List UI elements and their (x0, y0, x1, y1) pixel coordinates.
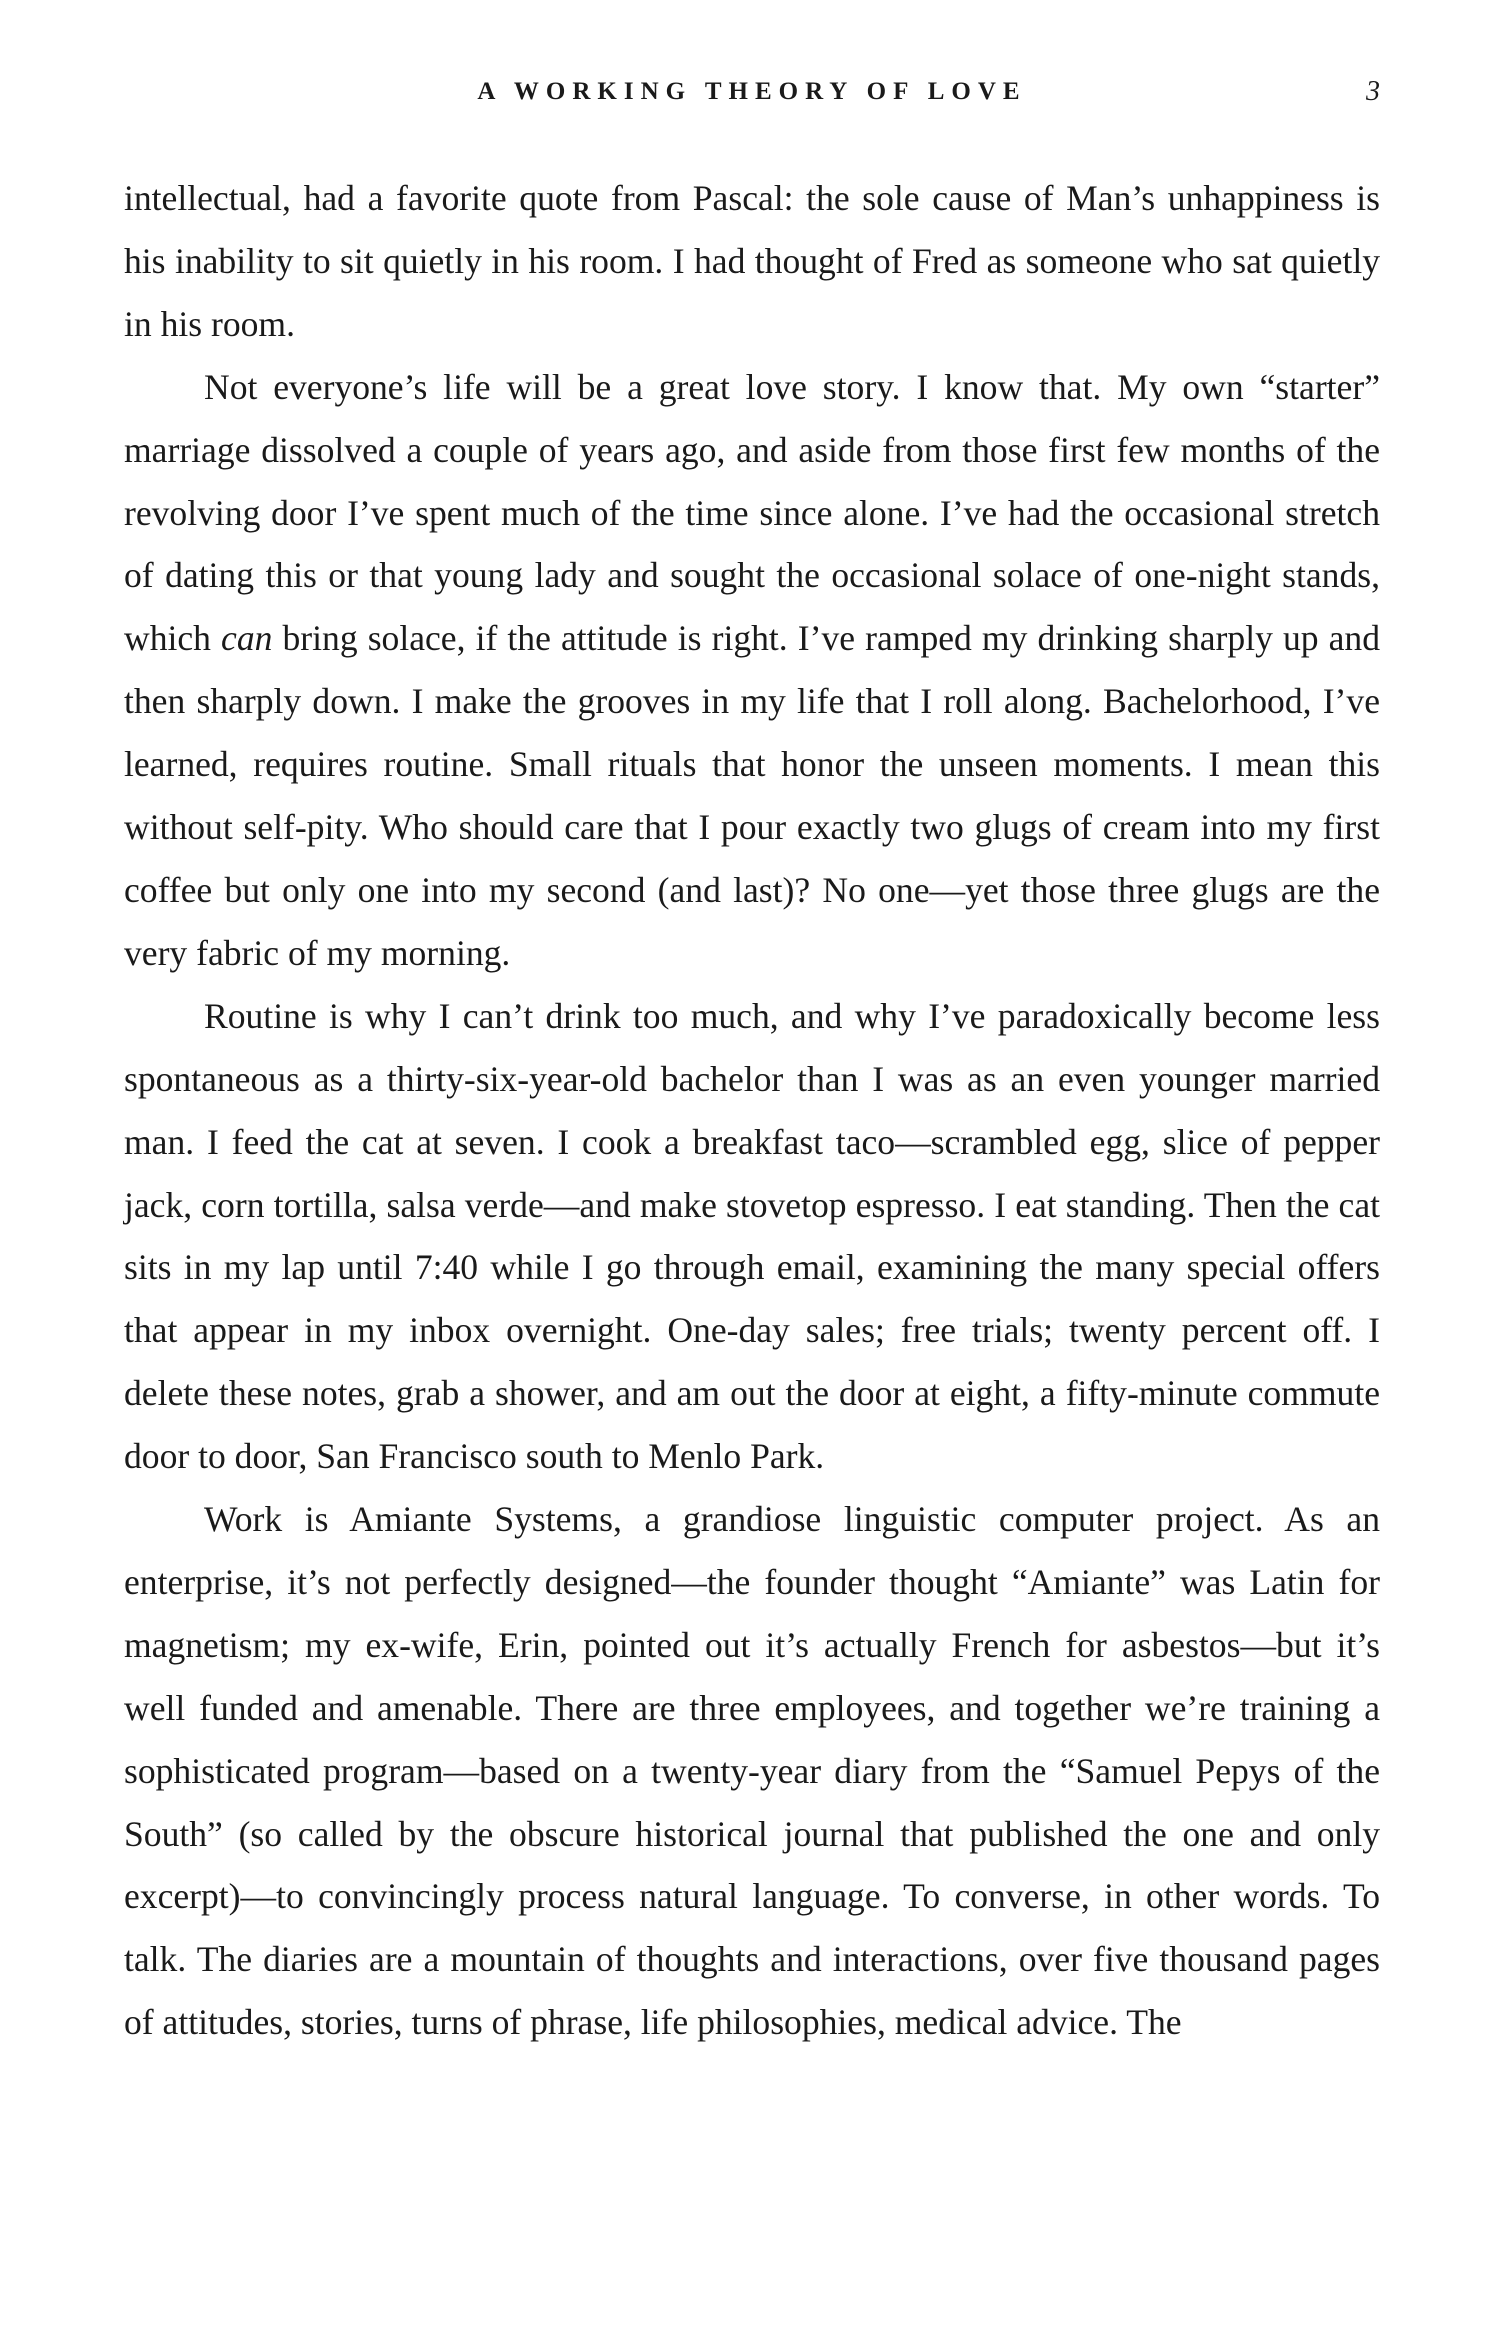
paragraph (124, 1488, 1380, 2054)
emphasis-text: can (221, 618, 273, 659)
page-number: 3 (1366, 76, 1380, 107)
text-run: bring solace, if the attitude is right. I’ve ramped my drinking sharply up and then sharply down. I make the grooves in my life that I roll along. Bachelorhood, I’ve learned, requires routine. Small rituals that honor the unseen moments. I mean this without self-pity. Who should care that I pour exactly two glugs of cream into my first coffee but only one into my second (and last)? No one—yet those three glugs are the very fabric of my morning. (124, 618, 1381, 973)
text-run: Routine is why I can’t drink too much, and why I’ve paradoxically become less spontaneous as a thirty-six-year-old bachelor than I was as an even younger married man. I feed the cat at seven. I cook a breakfast taco—scrambled egg, slice of pepper jack, corn tortilla, salsa verde—and make stovetop espresso. I eat standing. Then the cat sits in my lap until 7:40 while I go through email, examining the many special offers that appear in my inbox overnight. One-day sales; free trials; twenty percent off. I delete these notes, grab a shower, and am out the door at eight, a fifty-minute commute door to door, San Francisco south to Menlo Park. (124, 995, 1380, 1477)
text-run: intellectual, had a favorite quote from Pascal: the sole cause of Man’s unhappiness is his inability to sit quietly in his room. I had thought of Fred as someone who sat quietly in his room. (124, 178, 1380, 344)
body-text (124, 167, 1380, 2054)
paragraph (124, 985, 1380, 1488)
paragraph (124, 356, 1380, 985)
text-run: Work is Amiante Systems, a grandiose linguistic computer project. As an enterprise, it’s not perfectly designed—the founder thought “Amiante” was Latin for magnetism; my ex-wife, Erin, pointed out it’s actually French for asbestos—but it’s well funded and amenable. There are three employees, and together we’re training a sophisticated program—based on a twenty-year diary from the “Samuel Pepys of the South” (so called by the obscure historical journal that published the one and only excerpt)—to convincingly process natural language. To converse, in other words. To talk. The diaries are a mountain of thoughts and interactions, over five thousand pages of attitudes, stories, turns of phrase, life philosophies, medical advice. The (124, 1499, 1380, 2043)
book-title: A WORKING THEORY OF LOVE (477, 78, 1027, 105)
paragraph (124, 167, 1380, 356)
running-head (124, 72, 1380, 112)
text-run: Not everyone’s life will be a great love story. I know that. My own “starter” marriage dissolved a couple of years ago, and aside from those first few months of the revolving door I’ve spent much of the time since alone. I’ve had the occasional stretch of dating this or that young lady and sought the occasional solace of one-night stands, which (124, 366, 1380, 659)
